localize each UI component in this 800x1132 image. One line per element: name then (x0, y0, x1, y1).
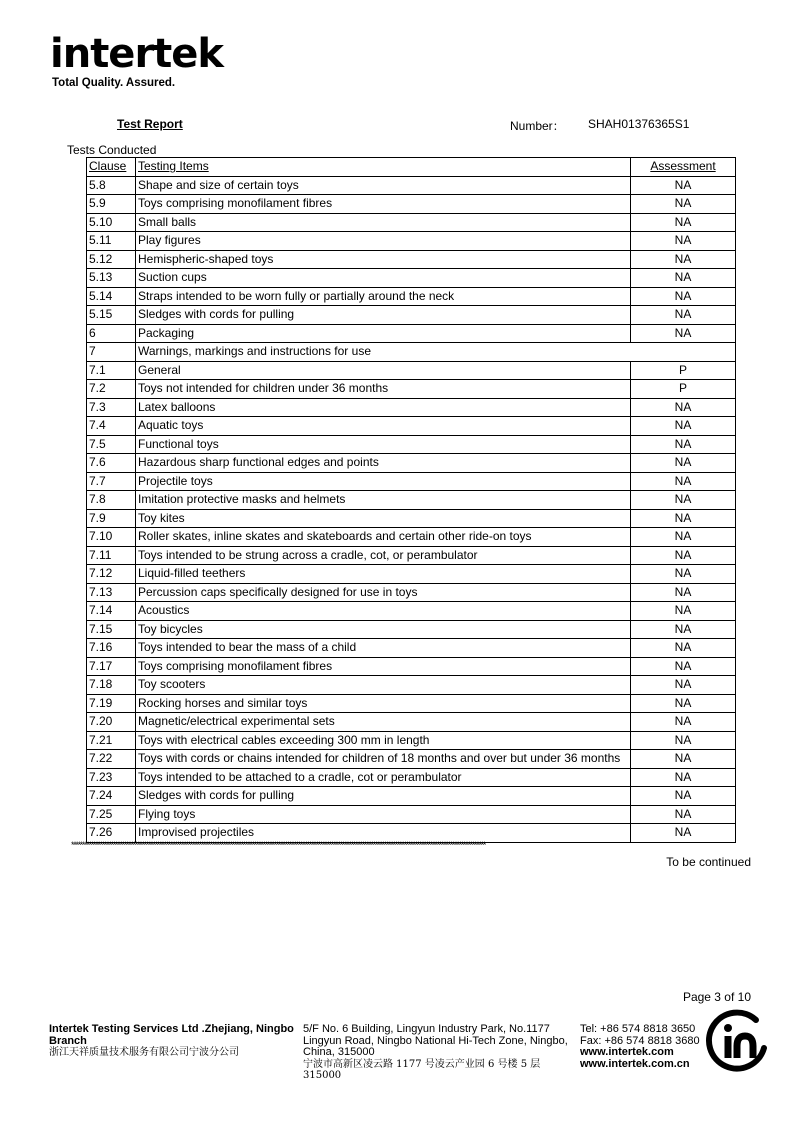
table-row (87, 213, 736, 232)
assessment-cell: NA (631, 565, 736, 584)
table-row (87, 546, 736, 565)
assessment-cell: NA (631, 694, 736, 713)
assessment-cell: NA (631, 398, 736, 417)
testing-item-cell: Toys comprising monofilament fibres (136, 195, 631, 214)
table-row (87, 565, 736, 584)
clause-cell: 7.22 (87, 750, 136, 769)
testing-item-cell: Toys intended to be strung across a cradle, cot, or perambulator (136, 546, 631, 565)
assessment-cell: NA (631, 528, 736, 547)
table-row (87, 509, 736, 528)
assessment-cell: NA (631, 176, 736, 195)
testing-item-cell: Magnetic/electrical experimental sets (136, 713, 631, 732)
footer-web-com: www.intertek.com (580, 1046, 674, 1058)
table-row (87, 398, 736, 417)
assessment-cell: NA (631, 787, 736, 806)
testing-item-cell: Toy bicycles (136, 620, 631, 639)
table-row (87, 232, 736, 251)
clause-cell: 7.9 (87, 509, 136, 528)
clause-cell: 7.7 (87, 472, 136, 491)
testing-item-cell: Packaging (136, 324, 631, 343)
brand-tagline: Total Quality. Assured. (52, 77, 176, 89)
clause-cell: 7.5 (87, 435, 136, 454)
table-row (87, 694, 736, 713)
assessment-cell: NA (631, 731, 736, 750)
table-row (87, 176, 736, 195)
testing-item-cell: Sledges with cords for pulling (136, 787, 631, 806)
brand-wordmark: intertek (50, 31, 224, 77)
clause-cell: 7.20 (87, 713, 136, 732)
footer-web-cn: www.intertek.com.cn (580, 1057, 690, 1070)
table-row (87, 195, 736, 214)
table-header-row (87, 158, 736, 177)
clause-cell: 7.6 (87, 454, 136, 473)
table-row (87, 361, 736, 380)
assessment-cell: NA (631, 824, 736, 843)
assessment-cell: NA (631, 546, 736, 565)
assessment-cell: NA (631, 287, 736, 306)
clause-cell: 7.25 (87, 805, 136, 824)
assessment-header: Assessment (631, 158, 736, 177)
clause-cell: 7.3 (87, 398, 136, 417)
footer-company-en: Intertek Testing Services Ltd .Zhejiang, Ningbo Branch (49, 1023, 294, 1047)
table-row (87, 731, 736, 750)
testing-item-cell: Aquatic toys (136, 417, 631, 436)
footer-tel: Tel: +86 574 8818 3650 (580, 1023, 696, 1035)
clause-cell: 7.17 (87, 657, 136, 676)
clause-cell: 7 (87, 343, 136, 362)
assessment-cell: NA (631, 583, 736, 602)
clause-cell: 5.10 (87, 213, 136, 232)
clause-cell: 5.15 (87, 306, 136, 325)
testing-item-cell: Flying toys (136, 805, 631, 824)
table-row (87, 602, 736, 621)
clause-cell: 7.11 (87, 546, 136, 565)
table-row (87, 250, 736, 269)
testing-item-cell: Sledges with cords for pulling (136, 306, 631, 325)
page-number: Page 3 of 10 (682, 990, 751, 1004)
table-row (87, 805, 736, 824)
testing-item-cell: Toys not intended for children under 36 months (136, 380, 631, 399)
testing-item-cell: Toys with electrical cables exceeding 300 mm in length (136, 731, 631, 750)
testing-item-cell: Shape and size of certain toys (136, 176, 631, 195)
assessment-cell: P (631, 361, 736, 380)
testing-item-cell: Play figures (136, 232, 631, 251)
assessment-cell: NA (631, 306, 736, 325)
footer-address-en: 5/F No. 6 Building, Lingyun Industry Park, No.1177 Lingyun Road, Ningbo National Hi-Tech Zone, Ningbo, China, 315000 (303, 1023, 568, 1058)
assessment-cell: NA (631, 232, 736, 251)
clause-cell: 6 (87, 324, 136, 343)
clause-cell: 7.14 (87, 602, 136, 621)
testing-item-cell: Projectile toys (136, 472, 631, 491)
assessment-cell: NA (631, 454, 736, 473)
table-row (87, 380, 736, 399)
table-row (87, 528, 736, 547)
testing-item-cell: Hemispheric-shaped toys (136, 250, 631, 269)
assessment-cell: NA (631, 472, 736, 491)
testing-item-cell: Toy scooters (136, 676, 631, 695)
table-row (87, 657, 736, 676)
testing-item-cell: Straps intended to be worn fully or partially around the neck (136, 287, 631, 306)
assessment-cell: NA (631, 509, 736, 528)
testing-item-cell: Roller skates, inline skates and skateboards and certain other ride-on toys (136, 528, 631, 547)
clause-cell: 7.4 (87, 417, 136, 436)
table-row (87, 620, 736, 639)
clause-cell: 7.18 (87, 676, 136, 695)
testing-item-cell: Small balls (136, 213, 631, 232)
table-row (87, 324, 736, 343)
table-row (87, 676, 736, 695)
assessment-cell: P (631, 380, 736, 399)
table-row (87, 435, 736, 454)
clause-cell: 7.16 (87, 639, 136, 658)
testing-item-cell: Rocking horses and similar toys (136, 694, 631, 713)
assessment-cell: NA (631, 639, 736, 658)
clause-cell: 7.21 (87, 731, 136, 750)
assessment-cell: NA (631, 435, 736, 454)
table-row (87, 269, 736, 288)
table-row (87, 750, 736, 769)
testing-item-cell: General (136, 361, 631, 380)
clause-cell: 5.13 (87, 269, 136, 288)
table-row (87, 472, 736, 491)
clause-cell: 7.10 (87, 528, 136, 547)
clause-cell: 7.15 (87, 620, 136, 639)
testing-item-cell: Hazardous sharp functional edges and points (136, 454, 631, 473)
clause-cell: 5.11 (87, 232, 136, 251)
table-row (87, 787, 736, 806)
testing-item-cell: Toys intended to bear the mass of a child (136, 639, 631, 658)
intertek-logo (50, 31, 224, 89)
assessment-cell: NA (631, 768, 736, 787)
clause-cell: 7.23 (87, 768, 136, 787)
assessment-cell: NA (631, 620, 736, 639)
testing-item-cell: Acoustics (136, 602, 631, 621)
table-row (87, 824, 736, 843)
assessment-cell: NA (631, 324, 736, 343)
assessment-cell: NA (631, 417, 736, 436)
clause-cell: 7.26 (87, 824, 136, 843)
table-row (87, 639, 736, 658)
testing-item-cell: Latex balloons (136, 398, 631, 417)
testing-item-cell: Toy kites (136, 509, 631, 528)
footer-contact (580, 1024, 700, 1070)
report-number: SHAH01376365S1 (588, 117, 690, 131)
assessment-cell: NA (631, 805, 736, 824)
assessment-cell: NA (631, 657, 736, 676)
testing-item-cell: Percussion caps specifically designed for use in toys (136, 583, 631, 602)
clause-cell: 5.12 (87, 250, 136, 269)
testing-item-cell: Toys intended to be attached to a cradle, cot or perambulator (136, 768, 631, 787)
tests-caption: Tests Conducted (67, 143, 157, 157)
assessment-cell: NA (631, 713, 736, 732)
testing-item-cell: Suction cups (136, 269, 631, 288)
table-row (87, 768, 736, 787)
footer-address-cn: 宁波市高新区凌云路 1177 号凌云产业园 6 号楼 5 层 315000 (303, 1058, 541, 1081)
table-row (87, 583, 736, 602)
intertek-in-circle-logo-icon (704, 1008, 772, 1076)
footer-fax: Fax: +86 574 8818 3680 (580, 1034, 700, 1047)
table-row (87, 713, 736, 732)
clause-cell: 7.12 (87, 565, 136, 584)
clause-cell: 7.1 (87, 361, 136, 380)
testing-item-cell: Warnings, markings and instructions for use (136, 343, 736, 362)
table-row (87, 306, 736, 325)
assessment-cell: NA (631, 195, 736, 214)
table-row (87, 343, 736, 362)
table-row (87, 454, 736, 473)
testing-item-cell: Imitation protective masks and helmets (136, 491, 631, 510)
testing-item-cell: Improvised projectiles (136, 824, 631, 843)
table-row (87, 417, 736, 436)
table-row (87, 491, 736, 510)
footer-company (49, 1024, 294, 1059)
clause-cell: 5.9 (87, 195, 136, 214)
footer-address (303, 1024, 573, 1082)
tests-table (86, 157, 736, 843)
assessment-cell: NA (631, 602, 736, 621)
assessment-cell: NA (631, 250, 736, 269)
table-row (87, 287, 736, 306)
clause-cell: 5.14 (87, 287, 136, 306)
separator-line: ******************************************************************************************************************************************************************************************** (71, 841, 486, 850)
clause-cell: 7.8 (87, 491, 136, 510)
report-title: Test Report (117, 117, 183, 131)
testing-item-cell: Functional toys (136, 435, 631, 454)
clause-cell: 7.2 (87, 380, 136, 399)
assessment-cell: NA (631, 269, 736, 288)
testing-item-cell: Liquid-filled teethers (136, 565, 631, 584)
testing-items-header: Testing Items (136, 158, 631, 177)
testing-item-cell: Toys with cords or chains intended for children of 18 months and over but under 36 months (136, 750, 631, 769)
clause-cell: 5.8 (87, 176, 136, 195)
continued-note: To be continued (666, 855, 751, 869)
assessment-cell: NA (631, 213, 736, 232)
testing-item-cell: Toys comprising monofilament fibres (136, 657, 631, 676)
report-number-label: Number： (510, 119, 565, 133)
clause-cell: 7.19 (87, 694, 136, 713)
clause-cell: 7.13 (87, 583, 136, 602)
clause-header: Clause (87, 158, 136, 177)
assessment-cell: NA (631, 676, 736, 695)
assessment-cell: NA (631, 491, 736, 510)
footer-company-cn: 浙江天祥质量技术服务有限公司宁波分公司 (49, 1047, 239, 1058)
tests-body (87, 176, 736, 842)
assessment-cell: NA (631, 750, 736, 769)
clause-cell: 7.24 (87, 787, 136, 806)
